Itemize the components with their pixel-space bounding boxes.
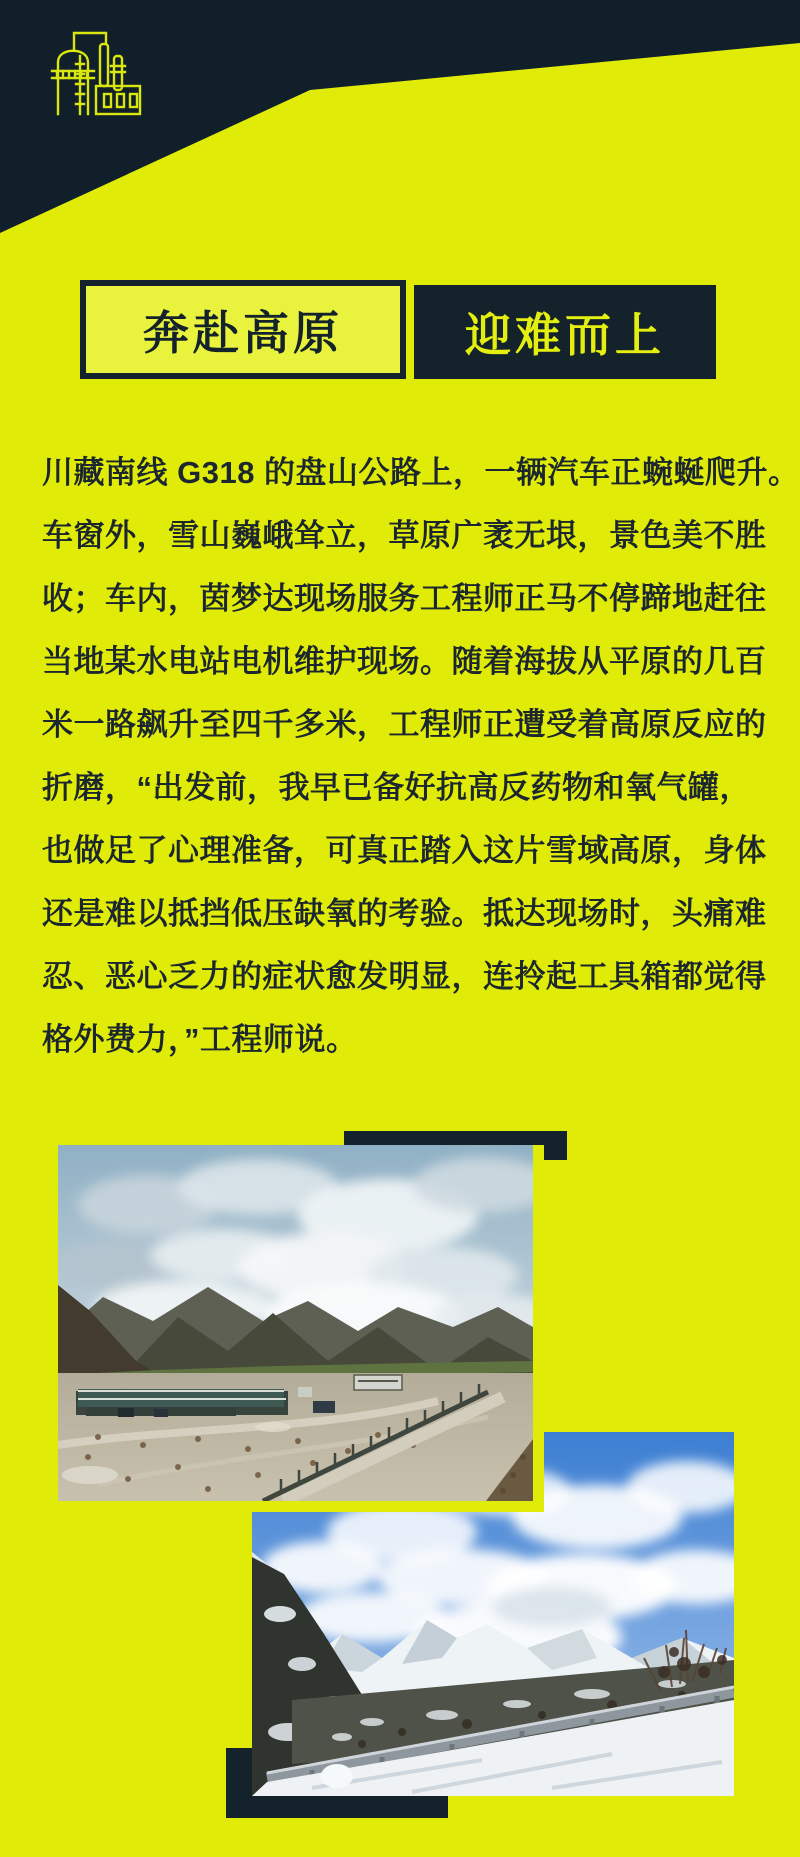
text-line: 忍、恶心乏力的症状愈发明显，连拎起工具箱都觉得 bbox=[42, 959, 767, 994]
title-box-left bbox=[80, 280, 406, 379]
valley-photo bbox=[58, 1145, 544, 1512]
text-line: 折磨，“出发前，我早已备好抗高反药物和氧气罐， bbox=[42, 770, 751, 805]
factory-icon bbox=[50, 20, 144, 118]
text-line: 车窗外，雪山巍峨耸立，草原广袤无垠，景色美不胜 bbox=[42, 518, 767, 553]
text-line: 也做足了心理准备，可真正踏入这片雪域高原，身体 bbox=[42, 833, 767, 868]
title-left-label: 奔赴高原 bbox=[143, 306, 343, 359]
text-line: 格外费力，”工程师说。 bbox=[42, 1022, 358, 1057]
title-right-label: 迎难而上 bbox=[465, 309, 665, 361]
text-line: 收；车内，茵梦达现场服务工程师正马不停蹄地赶往 bbox=[42, 581, 767, 616]
article-text bbox=[42, 441, 800, 1071]
title-box-right bbox=[414, 285, 716, 379]
text-line: 川藏南线 G318 的盘山公路上，一辆汽车正蜿蜒爬升。 bbox=[42, 455, 800, 490]
text-line: 当地某水电站电机维护现场。随着海拔从平原的几百 bbox=[42, 644, 767, 679]
text-line: 还是难以抵挡低压缺氧的考验。抵达现场时，头痛难 bbox=[42, 896, 767, 931]
text-line: 米一路飙升至四千多米，工程师正遭受着高原反应的 bbox=[42, 707, 767, 742]
